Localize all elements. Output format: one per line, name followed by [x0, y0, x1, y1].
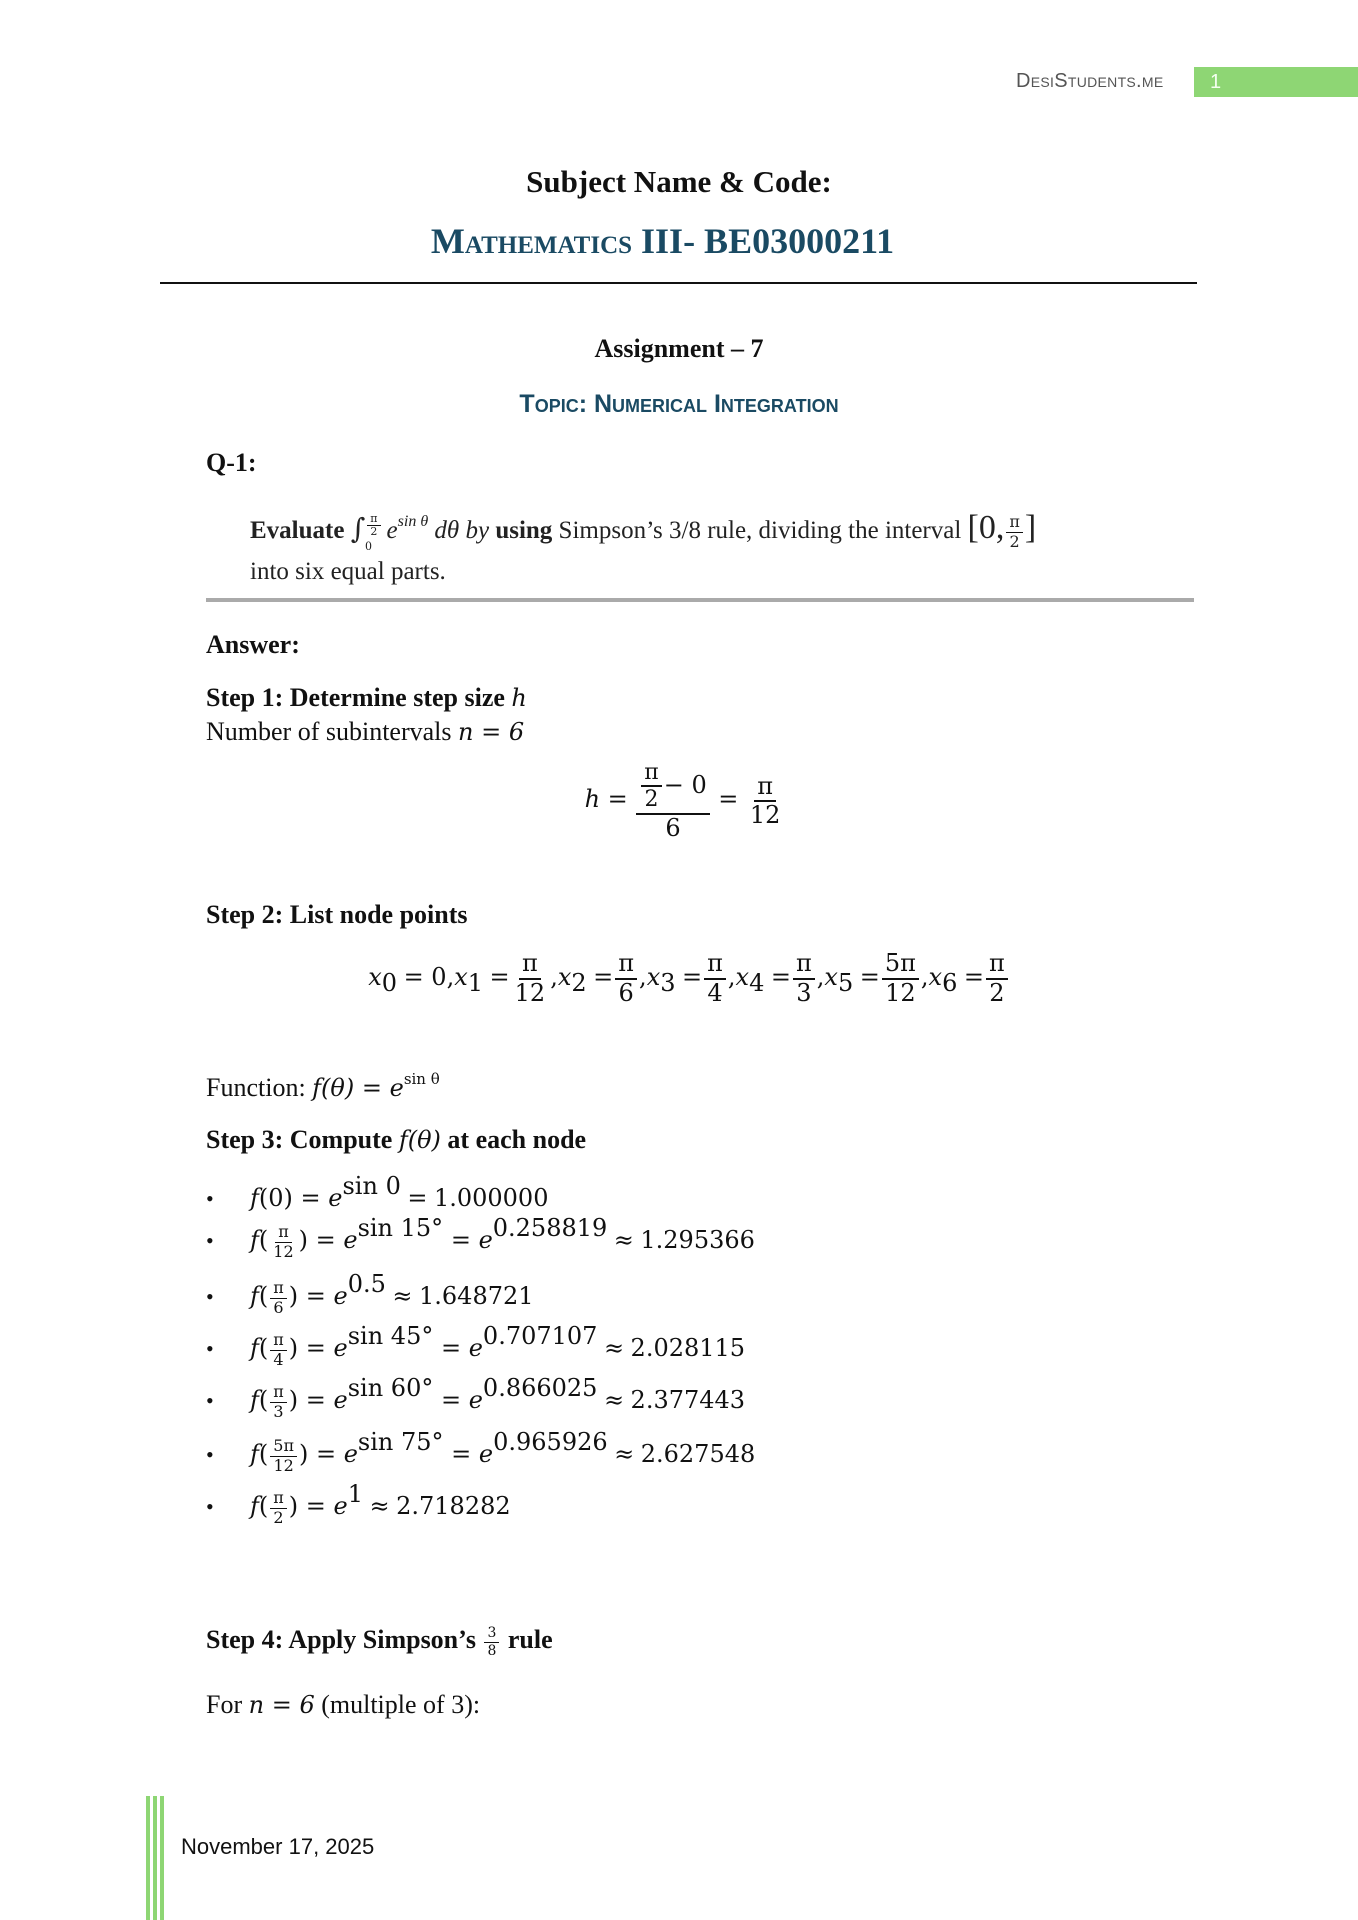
lower-limit: 0 — [365, 537, 372, 553]
exp-2: 0.258819 — [492, 1214, 608, 1242]
exp-1: sin 15° — [357, 1214, 444, 1242]
node-den: 12 — [885, 978, 916, 1007]
node-point: $x_3$ = $\frac{\pi}{4}$ , — [646, 949, 736, 1007]
arg-den: 6 — [273, 1297, 284, 1317]
exp-1: 1 — [347, 1480, 363, 1508]
node-fraction — [986, 950, 1008, 1007]
step1-line — [206, 717, 524, 747]
node-den: 12 — [514, 978, 546, 1007]
exp-1: sin 75° — [357, 1428, 444, 1456]
approx-value: 2.028115 — [630, 1334, 746, 1362]
function-value-item: • f( $\frac{\pi}{3}$ ) = $e^{sin 60^\circ} = e^{0.866025} \approx 2.377443$ — [206, 1374, 746, 1421]
question-using: using — [495, 517, 553, 544]
relation: ≈ — [369, 1492, 390, 1520]
exp-2: 0.965926 — [493, 1428, 608, 1456]
step4-line — [206, 1690, 480, 1720]
integrand-base: e — [386, 517, 398, 544]
interval-open: [0, — [967, 509, 1005, 546]
function-definition — [206, 1070, 440, 1103]
step3-heading-math: f(θ) — [398, 1126, 441, 1154]
bullet-icon: • — [206, 1442, 214, 1467]
exp-1: 0.5 — [347, 1270, 386, 1298]
arg-num: π — [270, 1279, 287, 1298]
header-page-number: 1 — [1194, 67, 1358, 97]
relation: ≈ — [603, 1334, 625, 1362]
function-value-item: • f( $\frac{\pi}{12}$ ) = $e^{sin 15^\circ} = e^{0.258819} \approx 1.295366$ — [206, 1214, 755, 1261]
bullet-icon: • — [206, 1186, 214, 1211]
arg-num: π — [270, 1489, 287, 1508]
arg-fraction — [270, 1331, 287, 1369]
header-site-name: DesiStudents.me — [1016, 70, 1164, 92]
bullet-icon: • — [206, 1494, 214, 1519]
node-num: π — [615, 950, 637, 980]
approx-value: 1.648721 — [419, 1282, 534, 1310]
node-point — [368, 962, 455, 997]
course-title: Mathematics III- BE03000211 — [430, 221, 895, 261]
node-sub: 5 — [837, 968, 854, 997]
step4-frac-den: 8 — [487, 1642, 497, 1659]
approx-value: 2.718282 — [396, 1492, 511, 1520]
exp-1: sin 0 — [342, 1172, 401, 1200]
step4-heading-pre: Step 4: Apply Simpson’s — [206, 1625, 476, 1654]
arg-fraction — [270, 1383, 287, 1421]
bullet-icon: • — [206, 1228, 214, 1253]
step3-heading — [206, 1125, 586, 1155]
arg-den: 2 — [273, 1507, 284, 1527]
node-den: 6 — [618, 978, 634, 1007]
integral-sign: ∫ — [350, 512, 366, 545]
approx-value: 1.000000 — [433, 1184, 549, 1212]
result-den: 12 — [749, 801, 781, 830]
node-var: x — [557, 962, 572, 991]
node-point: $x_1$ = $\frac{\pi}{12}$ , — [454, 949, 558, 1007]
arg-den: 3 — [273, 1401, 284, 1421]
node-sub: 2 — [571, 968, 587, 997]
node-fraction — [882, 950, 919, 1007]
question-label: Q-1: — [206, 448, 257, 477]
node-eq: = — [682, 962, 703, 991]
arg-num: 5π — [270, 1437, 297, 1456]
question-divider — [206, 598, 1194, 602]
arg-den: 4 — [273, 1349, 284, 1369]
integral-limits — [365, 513, 382, 552]
question-text — [250, 502, 1190, 592]
question-differential: dθ by — [434, 517, 490, 544]
node-sub: 4 — [749, 968, 765, 997]
relation: ≈ — [392, 1282, 413, 1310]
function-label: Function: — [206, 1073, 306, 1102]
node-eq: = — [963, 962, 984, 991]
node-var: x — [368, 962, 382, 991]
interval-close: ] — [1024, 509, 1037, 546]
node-eq: = — [489, 962, 510, 991]
node-var: x — [928, 962, 943, 991]
arg-plain: 0 — [268, 1184, 284, 1212]
approx-value: 2.377443 — [630, 1386, 746, 1414]
approx-value: 2.627548 — [640, 1440, 756, 1468]
node-var: x — [646, 962, 661, 991]
step-size-formula — [0, 760, 1358, 842]
upper-limit-num: π — [367, 513, 380, 527]
relation: ≈ — [613, 1226, 634, 1254]
node-den: 3 — [796, 978, 812, 1007]
node-fraction — [615, 950, 637, 1007]
arg-num: π — [270, 1383, 287, 1402]
node-fraction — [793, 950, 815, 1007]
question-text-mid: Simpson’s 3/8 rule, dividing the interval — [558, 517, 962, 544]
arg-fraction — [270, 1489, 287, 1527]
step4-line-post: (multiple of 3): — [321, 1690, 481, 1719]
arg-fraction — [270, 1279, 287, 1317]
question-evaluate: Evaluate — [250, 517, 345, 544]
step4-fraction — [484, 1625, 499, 1658]
assignment-topic: Topic: Numerical Integration — [519, 390, 839, 418]
answer-label: Answer: — [206, 630, 300, 659]
step1-var: h — [511, 684, 527, 712]
arg-den: 12 — [273, 1455, 294, 1475]
footer-bar — [160, 1796, 164, 1920]
question-text-end: into six equal parts. — [250, 557, 446, 585]
node-eq: = 0, — [403, 962, 455, 991]
node-var: x — [454, 962, 468, 991]
node-var: x — [824, 962, 838, 991]
assignment-title: Assignment – 7 — [594, 334, 764, 363]
formula-main-fraction — [636, 760, 709, 842]
step3-heading-post: at each node — [447, 1125, 587, 1154]
step1-heading — [206, 683, 527, 713]
node-points — [0, 950, 1358, 1007]
node-num: π — [986, 950, 1008, 980]
node-num: π — [793, 950, 815, 980]
subject-label: Subject Name & Code: — [526, 164, 832, 199]
footer-date: November 17, 2025 — [181, 1834, 375, 1859]
relation: ≈ — [603, 1386, 625, 1414]
minus-zero: − 0 — [663, 770, 707, 799]
step1-heading-text: Step 1: Determine step size — [206, 683, 505, 712]
formula-denominator: 6 — [665, 813, 681, 842]
exp-2: 0.707107 — [482, 1322, 598, 1350]
node-num: π — [704, 950, 726, 980]
formula-eq: = — [718, 785, 739, 814]
step4-heading-post: rule — [507, 1625, 553, 1654]
node-fraction — [512, 950, 549, 1007]
step4-line-pre: For — [206, 1690, 243, 1719]
node-eq: = — [593, 962, 614, 991]
function-value-item: • f( $\frac{\pi}{4}$ ) = $e^{sin 45^\circ} = e^{0.707107} \approx 2.028115$ — [206, 1322, 746, 1369]
footer-bar — [153, 1796, 157, 1920]
function-value-item: • f( $\frac{\pi}{6}$ ) = $e^{0.5} \approx 1.648721$ — [206, 1270, 534, 1317]
approx-value: 1.295366 — [640, 1226, 755, 1254]
footer-decorative-bars — [146, 1796, 164, 1920]
step1-n-eq: n = 6 — [458, 718, 525, 746]
interval-fraction — [1006, 513, 1023, 551]
node-point — [928, 949, 1010, 1007]
inner-den: 2 — [644, 787, 659, 813]
bullet-icon: • — [206, 1336, 214, 1361]
inner-num: π — [641, 760, 661, 787]
node-var: x — [735, 962, 750, 991]
arg-fraction — [270, 1223, 296, 1261]
step3-heading-pre: Step 3: Compute — [206, 1125, 393, 1154]
footer-bar — [146, 1796, 150, 1920]
node-den: 4 — [707, 978, 723, 1007]
integrand-exponent: sin θ — [397, 513, 429, 530]
result-num: π — [754, 773, 776, 803]
exp-2: 0.866025 — [482, 1374, 598, 1402]
function-lhs: f(θ) = e — [312, 1074, 404, 1102]
node-den: 2 — [989, 978, 1005, 1007]
upper-limit-den: 2 — [370, 525, 378, 539]
formula-result — [747, 773, 784, 830]
step4-frac-num: 3 — [484, 1625, 499, 1642]
function-value-item: • f( $\frac{\pi}{2}$ ) = $e^1 \approx 2.718282$ — [206, 1480, 511, 1527]
interval-num: π — [1006, 513, 1023, 532]
exp-1: sin 60° — [347, 1374, 434, 1402]
function-value-item: • f( $\frac{5\pi}{12}$ ) = $e^{sin 75^\circ} = e^{0.965926} \approx 2.627548$ — [206, 1428, 756, 1475]
node-point: $x_4$ = $\frac{\pi}{3}$ , — [735, 949, 825, 1007]
arg-num: π — [270, 1331, 287, 1350]
node-num: π — [519, 950, 541, 980]
exp-1: sin 45° — [347, 1322, 434, 1350]
arg-fraction — [270, 1437, 297, 1475]
node-sub: 1 — [467, 968, 484, 997]
upper-limit — [367, 513, 380, 539]
formula-inner-fraction — [641, 760, 661, 813]
step2-heading: Step 2: List node points — [206, 900, 468, 929]
formula-numerator — [636, 760, 709, 815]
title-divider — [160, 282, 1197, 284]
step1-line-text: Number of subintervals — [206, 717, 452, 746]
interval-den: 2 — [1009, 531, 1020, 551]
node-num: 5π — [882, 950, 919, 980]
arg-den: 12 — [273, 1241, 294, 1261]
node-point: $x_2$ = $\frac{\pi}{6}$ , — [557, 949, 647, 1007]
node-eq: = — [770, 962, 791, 991]
formula-lhs: h = — [584, 785, 628, 814]
node-sub: 6 — [942, 968, 958, 997]
node-sub: 3 — [660, 968, 676, 997]
bullet-icon: • — [206, 1388, 214, 1413]
node-sub: 0 — [381, 968, 398, 997]
node-point: $x_5$ = $\frac{5\pi}{12}$ , — [824, 949, 929, 1007]
arg-num: π — [275, 1223, 292, 1242]
step4-heading — [206, 1625, 553, 1659]
relation: ≈ — [614, 1440, 635, 1468]
function-value-item: • $f(0) = e^{sin 0} = 1.000000$ — [206, 1172, 549, 1212]
relation: = — [407, 1184, 428, 1212]
bullet-icon: • — [206, 1284, 214, 1309]
node-fraction — [704, 950, 726, 1007]
function-exp: sin θ — [403, 1070, 440, 1088]
node-eq: = — [859, 962, 880, 991]
step4-line-math: n = 6 — [248, 1691, 315, 1719]
